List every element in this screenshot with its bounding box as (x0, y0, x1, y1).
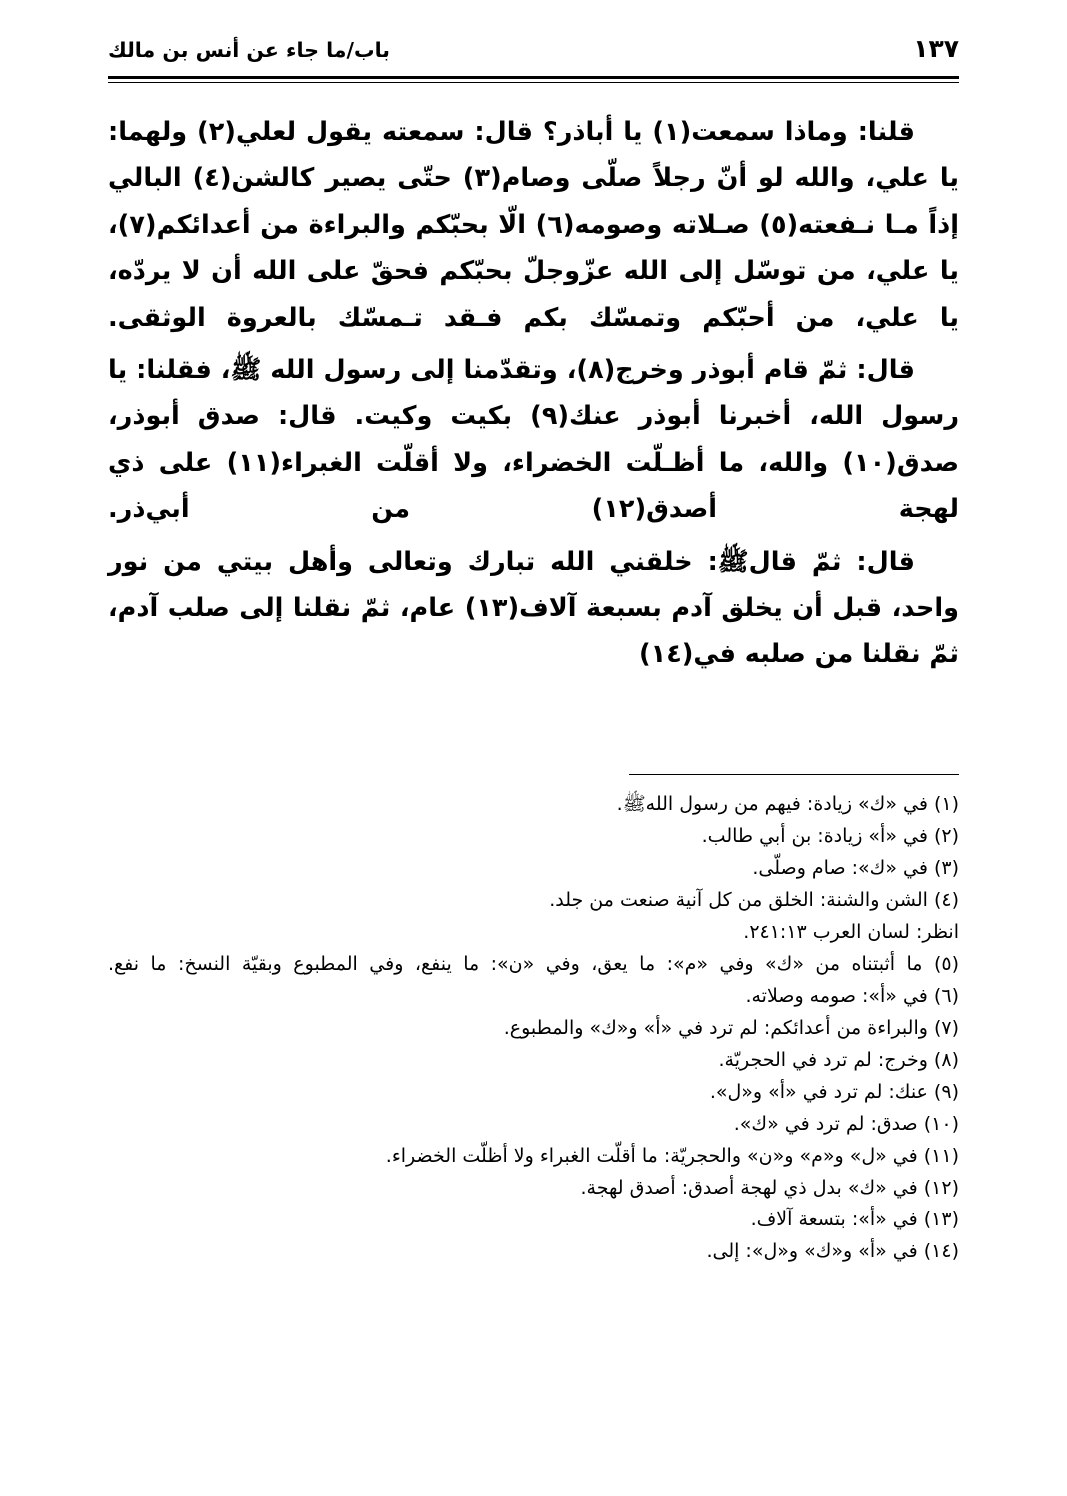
footnote-item: (٣) في «ك»: صام وصلّى. (752, 856, 959, 879)
footnote-item: (١٣) في «أ»: بتسعة آلاف. (750, 1208, 959, 1231)
footnote-item: (٨) وخرج: لم ترد في الحجريّة. (718, 1048, 959, 1071)
footnote-item: (١٠) صدق: لم ترد في «ك». (733, 1112, 959, 1135)
header-divider (108, 76, 959, 83)
footnote-item: (٦) في «أ»: صومه وصلاته. (745, 984, 959, 1007)
footnote-item: (٧) والبراءة من أعدائكم: لم ترد في «أ» و«ك» والمطبوع. (503, 1016, 959, 1039)
page-header (108, 34, 959, 63)
footnote-item: (١١) في «ل» و«م» و«ن» والحجريّة: ما أقلّت الغبراء ولا أظلّت الخضراء. (385, 1144, 959, 1167)
main-text (108, 109, 959, 678)
page-number: ١٣٧ (913, 34, 959, 63)
body-paragraph: قال: ثمّ قام أبوذر وخرج(٨)، وتقدّمنا إلى رسول الله ﷺ، فقلنا: يا رسول الله، أخبرنا أبوذر عنك(٩) بكيت وكيت. قال: صدق أبوذر، صدق(١٠) والله، ما أظـلّت الخضراء، ولا أقلّت الغبراء(١١) على ذي لهجة أصدق(١٢) من أبي‌ذر. (108, 355, 960, 525)
footnote-item: (٢) في «أ» زيادة: بن أبي طالب. (701, 824, 959, 847)
footnote-list (108, 789, 959, 1268)
footnote-item: (١) في «ك» زيادة: فيهم من رسول اللهﷺ. (616, 792, 959, 815)
footnote-item: (٩) عنك: لم ترد في «أ» و«ل». (709, 1080, 959, 1103)
body-paragraph: قلنا: وماذا سمعت(١) يا أباذر؟ قال: سمعته يقول لعلي(٢) ولهما: يا علي، والله لو أنّ رجلاً صلّى وصام(٣) حتّى يصير كالشن(٤) البالي إذاً مـا نـفعته(٥) صـلاته وصومه(٦) الّا بحبّكم والبراءة من أعدائكم(٧)، يا علي، من توسّل إلى الله عزّوجلّ بحبّكم فحقّ على الله أن لا يردّه، يا علي، من أحبّكم وتمسّك بكم فـقد تـمسّك بالعروة الوثقى. (108, 117, 959, 333)
body-paragraph: قال: ثمّ قالﷺ: خلقني الله تبارك وتعالى وأهل بيتي من نور واحد، قبل أن يخلق آدم بسبعة آلاف(١٣) عام، ثمّ نقلنا إلى صلب آدم، ثمّ نقلنا من صلبه في(١٤) (108, 546, 959, 670)
footnote-item: (٥) ما أثبتناه من «ك» وفي «م»: ما يعق، وفي «ن»: ما ينفع، وفي المطبوع وبقيّة النسخ: ما نفع. (108, 952, 959, 975)
footnote-item: (٤) الشن والشنة: الخلق من كل آنية صنعت من جلد. (549, 888, 959, 911)
footnote-separator (629, 774, 959, 775)
chapter-title: باب/ما جاء عن أنس بن مالك (108, 38, 390, 62)
footnote-item: انظر: لسان العرب ٢٤١:١٣. (743, 920, 959, 943)
footnote-item: (١٤) في «أ» و«ك» و«ل»: إلى. (706, 1240, 959, 1263)
footnote-item: (١٢) في «ك» بدل ذي لهجة أصدق: أصدق لهجة. (580, 1176, 959, 1199)
